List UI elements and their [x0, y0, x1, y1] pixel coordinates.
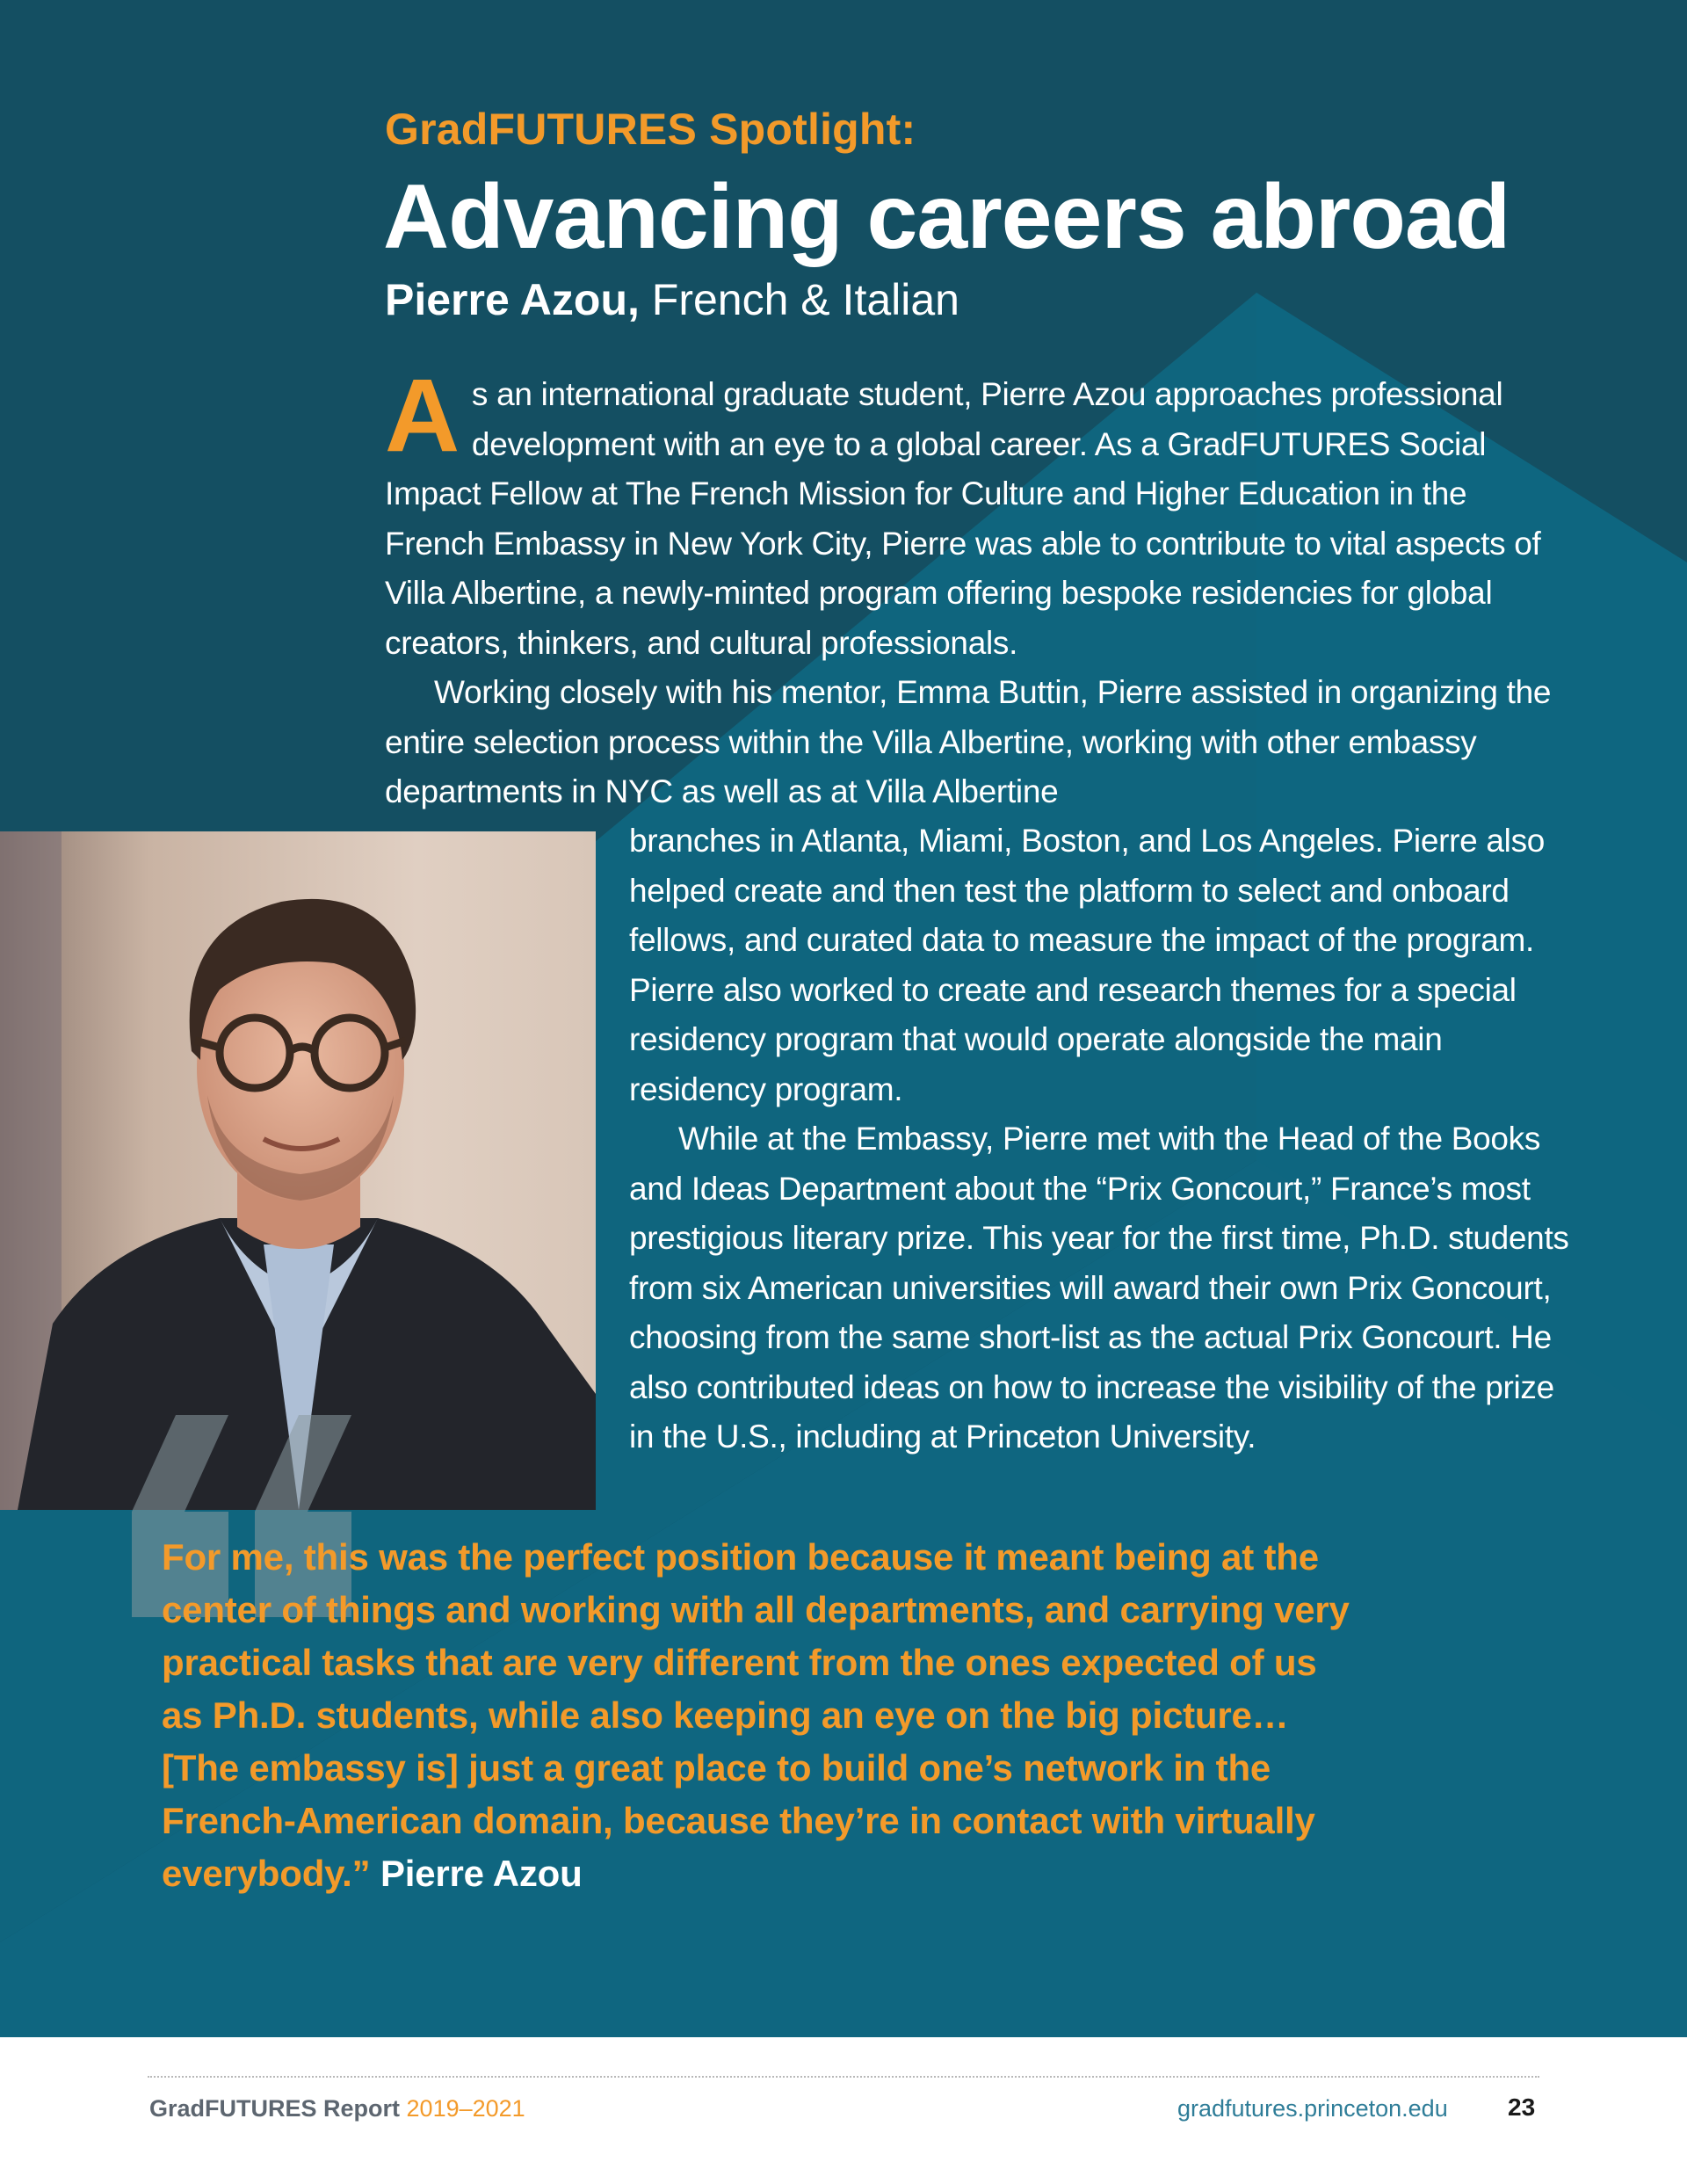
footer-report-name: GradFUTURES Report	[149, 2095, 407, 2122]
byline-department: French & Italian	[639, 275, 959, 324]
spotlight-kicker: GradFUTURES Spotlight:	[385, 105, 916, 154]
footer-years: 2019–2021	[406, 2095, 525, 2122]
article-paragraph-2-continued: branches in Atlanta, Miami, Boston, and Los Angeles. Pierre also helped create and then test the platform to select and onboard fellows, and curated data to measure the impact of the program. Pierre also worked to create and research themes for a special residency program that would operate alongside the main residency program.	[629, 823, 1546, 1107]
page-title: Advancing careers abroad	[383, 166, 1510, 268]
paragraph-1-text: s an international graduate student, Pierre Azou approaches professional development with an eye to a global career. As a GradFUTURES Social Impact Fellow at The French Mission for Culture and Higher Education in the French Embassy in New York City, Pierre was able to contribute to vital aspects of Villa Albertine, a newly-minted program offering bespoke residencies for global creators, thinkers, and cultural professionals.	[385, 376, 1541, 661]
footer-website-link[interactable]: gradfutures.princeton.edu	[1177, 2095, 1448, 2122]
pull-quote-attribution: Pierre Azou	[370, 1853, 583, 1894]
article-paragraph-3: While at the Embassy, Pierre met with the Head of the Books and Ideas Department about the “Prix Goncourt,” France’s most prestigious literary prize. This year for the first time, Ph.D. students from six American universities will award their own Prix Goncourt, choosing from the same short-list as the actual Prix Goncourt. He also contributed ideas on how to increase the visibility of the prize in the U.S., including at Princeton University.	[629, 1121, 1569, 1455]
drop-cap: A	[385, 358, 460, 474]
article-paragraph-2: Working closely with his mentor, Emma Buttin, Pierre assisted in organizing the entire selection process within the Villa Albertine, working with other embassy departments in NYC as well as at Villa Albertine	[385, 674, 1552, 809]
pull-quote-text: For me, this was the perfect position because it meant being at the center of things and working with all departments, and carrying very practical tasks that are very different from the ones expected of us as Ph.D. students, while also keeping an eye on the big picture…[The embassy is] just a great place to build one’s network in the French-American domain, because they’re in contact with virtually everybody.”	[162, 1536, 1350, 1894]
byline-name: Pierre Azou,	[385, 275, 640, 324]
byline	[385, 274, 959, 325]
page-number: 23	[1508, 2093, 1536, 2121]
pull-quote	[162, 1531, 1357, 1900]
article-paragraph-1	[385, 358, 1553, 668]
article-body-top	[385, 358, 1553, 817]
footer-divider	[148, 2076, 1539, 2078]
footer-report-title	[149, 2095, 525, 2122]
article-body-column	[629, 816, 1569, 1462]
